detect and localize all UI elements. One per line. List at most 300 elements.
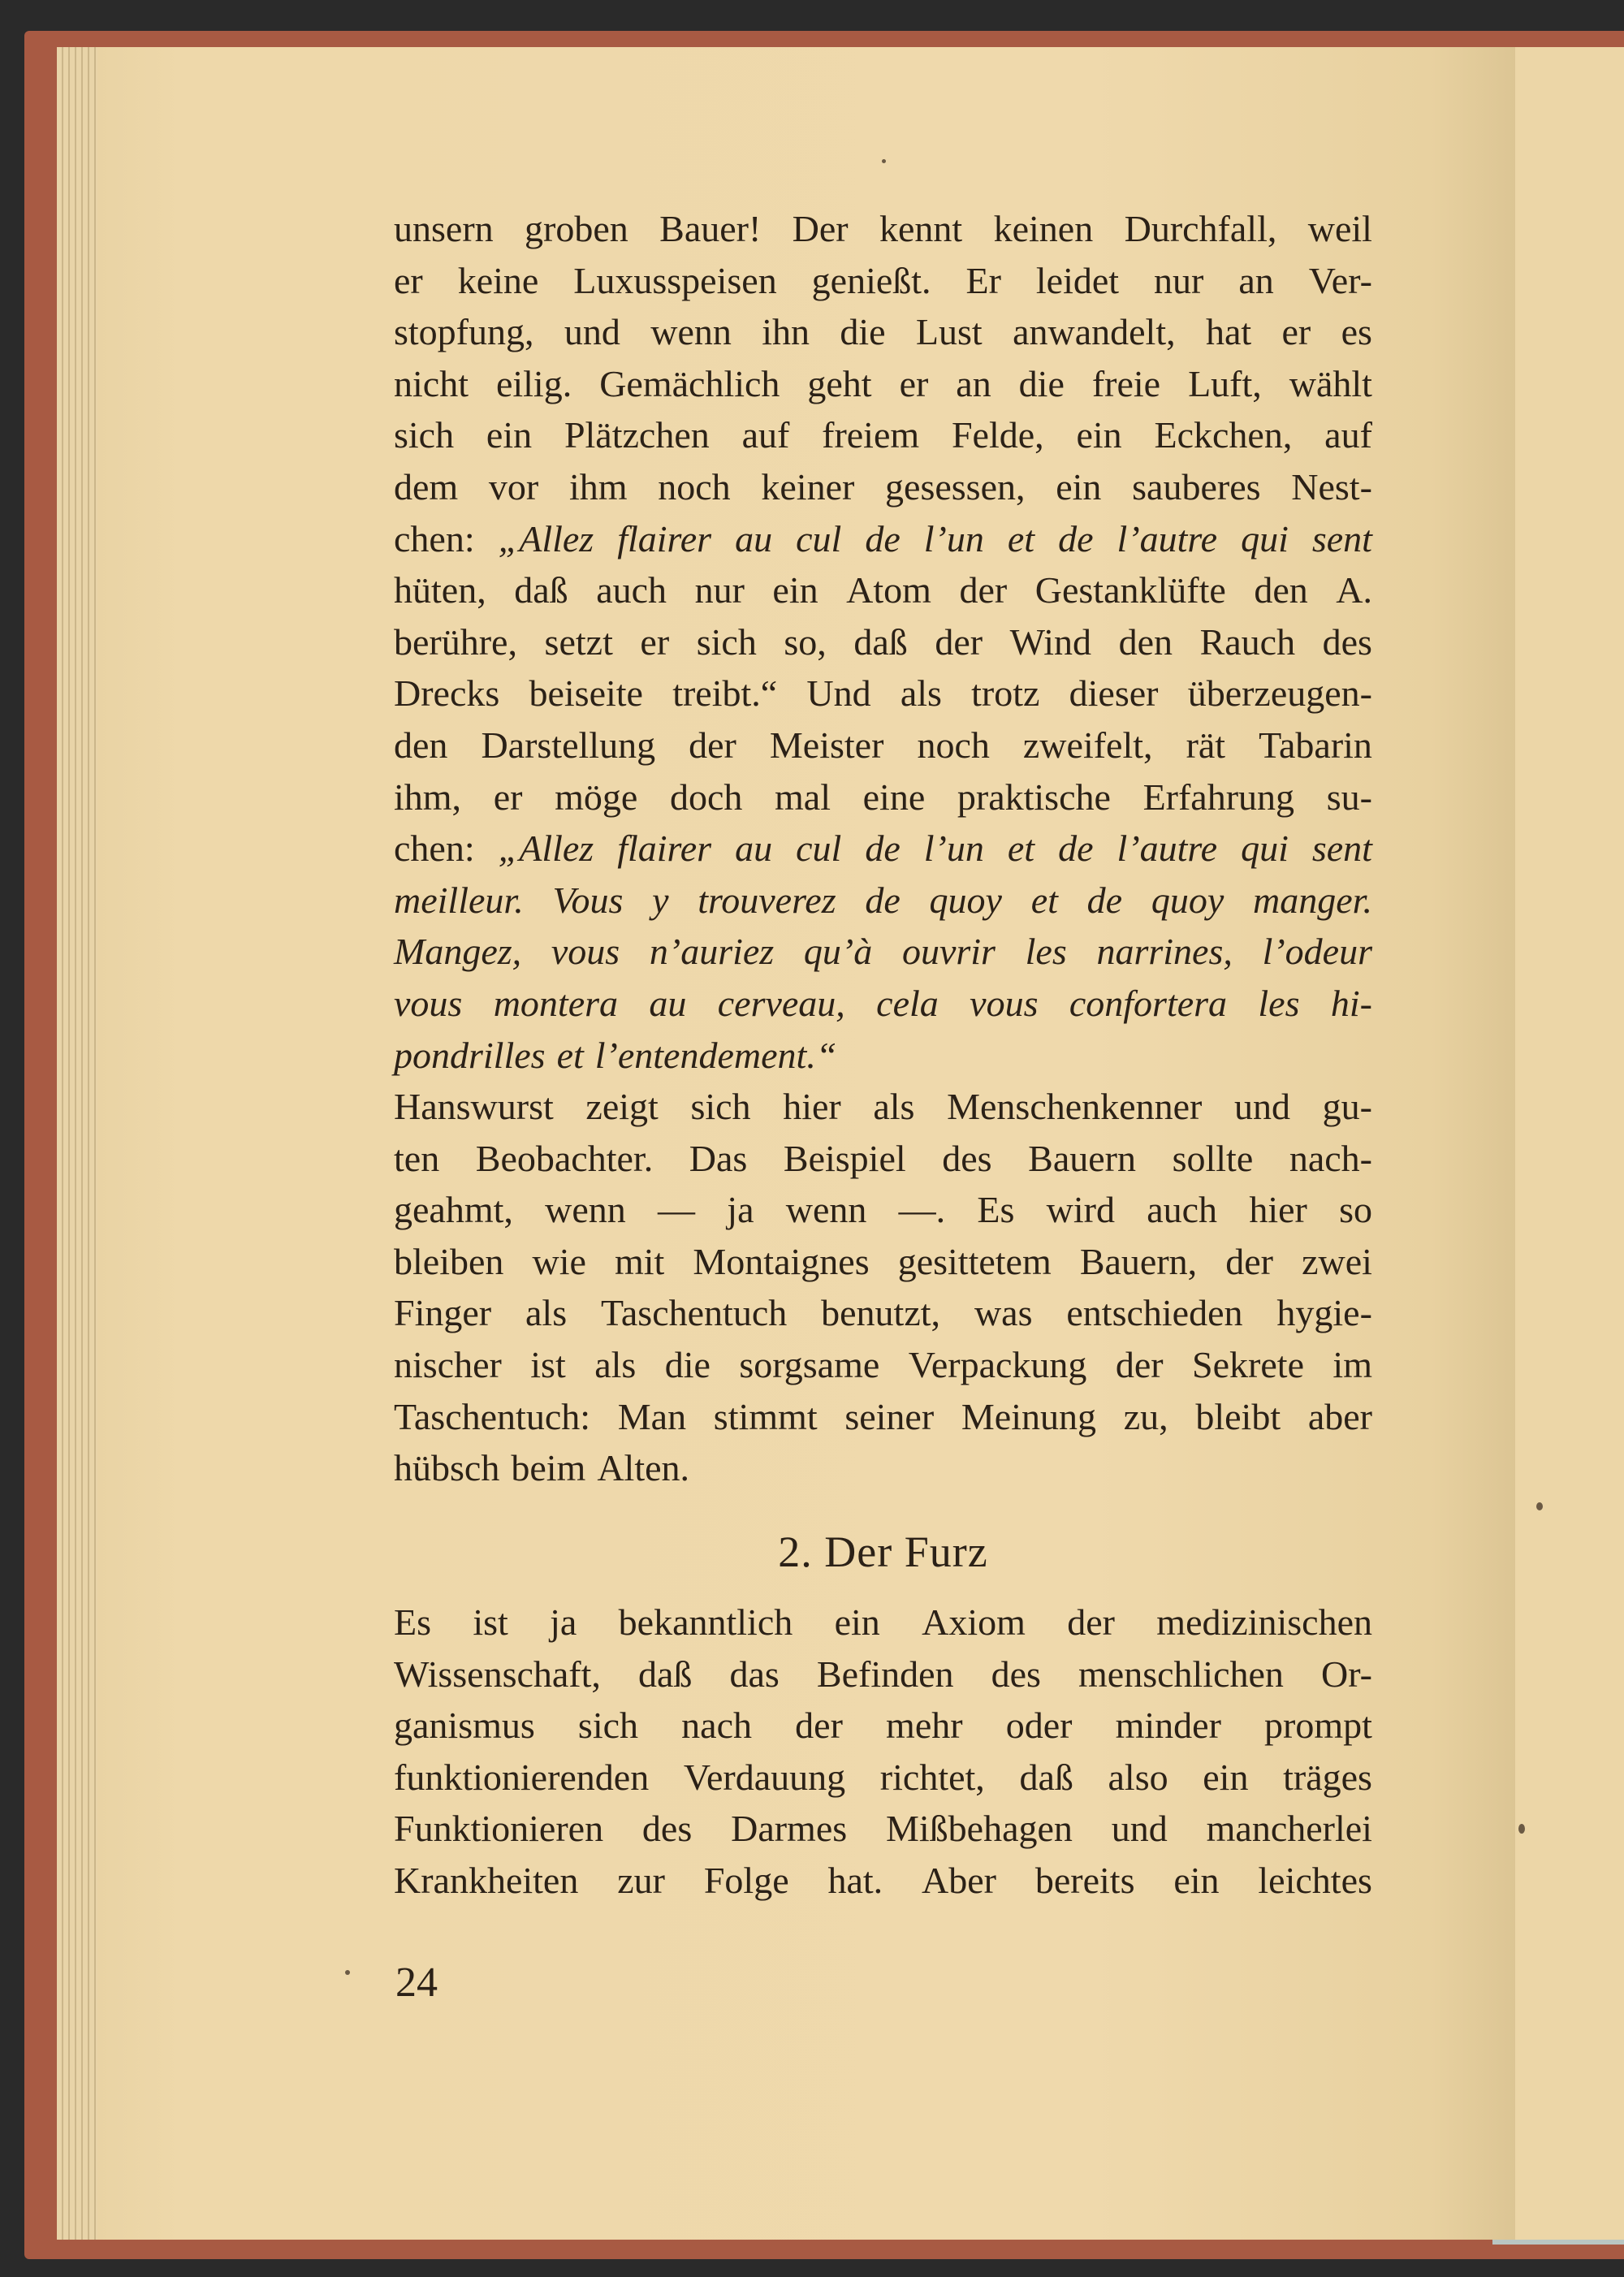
word: das — [729, 1653, 780, 1695]
word: stimmt — [713, 1395, 818, 1437]
word: mal — [775, 776, 831, 818]
word: so, — [784, 620, 827, 663]
word: Und — [806, 672, 871, 715]
word: l’un — [923, 517, 984, 560]
word: hüten, — [394, 569, 486, 611]
word: l’autre — [1116, 827, 1218, 870]
word: flairer — [617, 517, 712, 560]
body-text-upper — [394, 203, 1372, 1494]
word: zwei — [1302, 1240, 1372, 1282]
word: also — [1108, 1756, 1168, 1798]
word: der — [795, 1705, 843, 1747]
word: et — [1007, 517, 1035, 560]
text-line — [394, 358, 1372, 410]
word: Wissenschaft, — [394, 1653, 601, 1695]
text-line — [394, 1184, 1372, 1236]
word: die — [664, 1344, 710, 1386]
word: mit — [614, 1240, 665, 1282]
word: beiseite — [529, 672, 643, 715]
word: au — [649, 982, 687, 1024]
word: Lust — [915, 311, 983, 353]
word: Bauer! — [659, 208, 762, 249]
word: au — [735, 827, 773, 870]
word: Tabarin — [1259, 724, 1372, 766]
paper-speck — [1518, 1824, 1525, 1834]
word: der — [1067, 1601, 1115, 1643]
word: confortera — [1069, 982, 1228, 1024]
word: cela — [876, 982, 939, 1024]
text-line — [394, 1081, 1372, 1133]
text-line — [394, 668, 1372, 719]
word: anwandelt, — [1013, 311, 1176, 353]
word: Drecks — [394, 672, 500, 715]
word: meilleur. — [394, 879, 524, 921]
word: Beispiel — [783, 1137, 906, 1179]
word: Rauch — [1199, 620, 1296, 663]
word: y — [652, 879, 669, 921]
word: Der — [792, 208, 849, 249]
word: keinen — [993, 208, 1094, 249]
word: dem — [394, 465, 459, 508]
word: wenn — [785, 1189, 867, 1231]
word: groben — [525, 208, 628, 249]
word: Luxusspeisen — [573, 259, 777, 301]
text-line — [394, 513, 1372, 565]
word: Or- — [1321, 1653, 1372, 1695]
word: weil — [1307, 208, 1372, 249]
word: den — [1118, 620, 1173, 663]
word: des — [942, 1137, 992, 1179]
word: ihm, — [394, 776, 462, 818]
text-line — [394, 875, 1372, 927]
word: im — [1332, 1344, 1372, 1386]
word: zu, — [1123, 1395, 1168, 1437]
word: A. — [1336, 569, 1372, 611]
text-line — [394, 1391, 1372, 1443]
word: Bauern, — [1079, 1240, 1198, 1282]
word: vous — [551, 931, 620, 973]
word: er — [493, 776, 523, 818]
word: ten — [394, 1137, 440, 1179]
word: „Allez — [498, 517, 594, 560]
word: wird — [1046, 1189, 1115, 1231]
word: manger. — [1253, 879, 1372, 921]
word: ein — [486, 414, 533, 456]
word: nischer — [394, 1344, 502, 1386]
word: sorgsame — [739, 1344, 880, 1386]
word: auch — [596, 569, 667, 611]
word: Gemächlich — [599, 362, 780, 404]
word: freiem — [822, 414, 920, 456]
word: de — [1086, 879, 1123, 921]
word: qui — [1241, 517, 1289, 560]
body-text-lower — [394, 1596, 1372, 1907]
word: Beobachter. — [475, 1137, 654, 1179]
text-line — [394, 771, 1372, 823]
word: an — [1238, 259, 1274, 301]
word: ein — [1173, 1859, 1220, 1901]
word: unsern — [394, 208, 494, 249]
word: und — [1233, 1086, 1290, 1128]
word: l’odeur — [1262, 931, 1372, 973]
word: die — [1018, 362, 1065, 404]
word: rät — [1186, 724, 1226, 766]
word: cul — [796, 517, 842, 560]
paper-speck — [882, 159, 886, 163]
word: die — [840, 311, 886, 353]
word: ein — [1203, 1756, 1249, 1798]
text-line — [394, 203, 1372, 255]
word: gu- — [1322, 1086, 1372, 1128]
word: an — [956, 362, 991, 404]
word: Verpackung — [908, 1344, 1087, 1386]
word: trouverez — [698, 879, 836, 921]
word: ein — [1056, 465, 1102, 508]
word: dieser — [1069, 672, 1159, 715]
word: l’autre — [1116, 517, 1218, 560]
text-line — [394, 461, 1372, 513]
text-line — [394, 1030, 1372, 1082]
word: hat — [1205, 311, 1252, 353]
word: sich — [394, 414, 455, 456]
word: keiner — [761, 465, 855, 508]
word: gesittetem — [897, 1240, 1052, 1282]
word: des — [641, 1808, 693, 1850]
word: richtet, — [879, 1756, 985, 1798]
text-line — [394, 926, 1372, 978]
word: n’auriez — [649, 931, 775, 973]
word: ein — [834, 1601, 880, 1643]
word: und — [564, 311, 620, 353]
word: Vous — [552, 879, 624, 921]
word: Luft, — [1188, 362, 1262, 404]
word: was — [974, 1292, 1033, 1334]
word: vor — [488, 465, 539, 508]
word: vous — [970, 982, 1039, 1024]
word: qui — [1241, 827, 1289, 870]
word: sich — [577, 1705, 639, 1747]
word: benutzt, — [821, 1292, 941, 1334]
word: er — [394, 259, 423, 301]
word: nicht — [394, 362, 469, 404]
word: les — [1258, 982, 1300, 1024]
word: geht — [807, 362, 872, 404]
word: trotz — [971, 672, 1040, 715]
word: noch — [917, 724, 990, 766]
text-line — [394, 1855, 1372, 1907]
word: Funktionieren — [394, 1808, 604, 1850]
text-line — [394, 1133, 1372, 1185]
word: de — [865, 879, 901, 921]
page-number: 24 — [395, 1959, 438, 2006]
word: als — [900, 672, 942, 715]
word: Folge — [703, 1859, 789, 1901]
word: möge — [555, 776, 638, 818]
word: pondrilles — [394, 1034, 546, 1076]
word: Mangez, — [394, 931, 522, 973]
word: Meister — [769, 724, 884, 766]
word: sent — [1311, 827, 1372, 870]
section-heading: 2. Der Furz — [778, 1527, 988, 1576]
word: geahmt, — [394, 1189, 513, 1231]
word: gesessen, — [885, 465, 1026, 508]
word: bleiben — [394, 1240, 504, 1282]
word: hier — [783, 1086, 841, 1128]
word: leidet — [1035, 259, 1120, 301]
word: so — [1339, 1189, 1372, 1231]
word: Wind — [1009, 620, 1092, 663]
text-line — [394, 409, 1372, 461]
word: Menschenkenner — [947, 1086, 1203, 1128]
word: den — [394, 724, 448, 766]
word: auf — [1324, 414, 1372, 456]
word: prompt — [1264, 1705, 1372, 1747]
word: es — [1341, 311, 1372, 353]
word: aber — [1307, 1395, 1372, 1437]
text-line — [394, 1700, 1372, 1752]
word: der — [935, 620, 983, 663]
word: zweifelt, — [1022, 724, 1153, 766]
word: au — [735, 517, 773, 560]
word: quoy — [1151, 879, 1224, 921]
word: — — [658, 1189, 696, 1231]
word: sauberes — [1132, 465, 1261, 508]
word: der — [1225, 1240, 1273, 1282]
word: genießt. — [811, 259, 931, 301]
word: leichtes — [1258, 1859, 1372, 1901]
word: Axiom — [922, 1601, 1026, 1643]
word: bekanntlich — [618, 1601, 793, 1643]
word: su- — [1326, 776, 1372, 818]
word: hübsch — [394, 1447, 500, 1489]
word: Alten. — [597, 1447, 690, 1489]
word: Man — [617, 1395, 687, 1437]
word: chen: — [394, 827, 475, 870]
word: hier — [1249, 1189, 1307, 1231]
word: ein — [1076, 414, 1122, 456]
word: cerveau, — [717, 982, 845, 1024]
word: Darmes — [731, 1808, 848, 1850]
word: de — [1058, 517, 1094, 560]
word: der — [689, 724, 736, 766]
word: nach- — [1289, 1137, 1372, 1179]
word: cul — [796, 827, 842, 870]
word: beim — [511, 1447, 586, 1489]
word: stopfung, — [394, 311, 534, 353]
word: der — [1115, 1344, 1164, 1386]
text-line — [394, 1596, 1372, 1648]
word: eine — [862, 776, 926, 818]
word: de — [865, 517, 901, 560]
word: nach — [681, 1705, 753, 1747]
word: ja — [727, 1189, 754, 1231]
word: qu’à — [803, 931, 873, 973]
word: Mißbehagen — [886, 1808, 1073, 1850]
word: et — [1030, 879, 1058, 921]
word: ganismus — [394, 1705, 535, 1747]
word: sollte — [1172, 1137, 1254, 1179]
word: Meinung — [961, 1395, 1096, 1437]
text-line — [394, 616, 1372, 668]
word: er — [1281, 311, 1311, 353]
word: quoy — [929, 879, 1002, 921]
word: daß — [1019, 1756, 1073, 1798]
word: de — [865, 827, 901, 870]
word: wählt — [1289, 362, 1372, 404]
word: les — [1025, 931, 1067, 973]
text-line — [394, 1803, 1372, 1855]
word: Aber — [922, 1859, 996, 1901]
word: zeigt — [585, 1086, 659, 1128]
word: nur — [1154, 259, 1204, 301]
word: Atom — [846, 569, 931, 611]
word: auf — [741, 414, 790, 456]
word: ouvrir — [901, 931, 996, 973]
word: den — [1254, 569, 1308, 611]
word: Es — [394, 1601, 431, 1643]
word: et — [1007, 827, 1035, 870]
word: et — [556, 1034, 584, 1076]
word: auch — [1147, 1189, 1218, 1231]
word: mehr — [886, 1705, 963, 1747]
word: eilig. — [495, 362, 572, 404]
text-line — [394, 564, 1372, 616]
word: Finger — [394, 1292, 492, 1334]
word: hygie- — [1276, 1292, 1372, 1334]
word: —. — [898, 1189, 946, 1231]
word: montera — [493, 982, 619, 1024]
word: noch — [658, 465, 731, 508]
word: ihm — [568, 465, 628, 508]
word: als — [525, 1292, 568, 1334]
facing-page — [1510, 47, 1624, 2240]
word: chen: — [394, 517, 475, 560]
text-line — [394, 1752, 1372, 1804]
word: berühre, — [394, 620, 517, 663]
text-line — [394, 1648, 1372, 1700]
word: er — [640, 620, 670, 663]
word: Taschentuch: — [394, 1395, 591, 1437]
word: Es — [977, 1189, 1015, 1231]
word: wie — [532, 1240, 586, 1282]
word: sich — [690, 1086, 751, 1128]
word: nur — [694, 569, 745, 611]
text-line — [394, 1339, 1372, 1391]
word: praktische — [957, 776, 1111, 818]
word: als — [873, 1086, 915, 1128]
word: bereits — [1034, 1859, 1135, 1901]
word: Das — [689, 1137, 748, 1179]
word: wenn — [545, 1189, 626, 1231]
word: Montaignes — [693, 1240, 870, 1282]
text-line — [394, 1236, 1372, 1288]
word: menschlichen — [1078, 1653, 1284, 1695]
word: hat. — [827, 1859, 883, 1901]
word: ja — [550, 1601, 577, 1643]
word: Gestanklüfte — [1034, 569, 1226, 611]
word: zur — [617, 1859, 665, 1901]
word: Er — [965, 259, 1001, 301]
word: treibt.“ — [672, 672, 778, 715]
word: kennt — [879, 208, 963, 249]
word: Darstellung — [481, 724, 656, 766]
word: Sekrete — [1192, 1344, 1304, 1386]
text-line — [394, 1442, 1372, 1494]
word: wenn — [650, 311, 732, 353]
text-line — [394, 1287, 1372, 1339]
word: als — [594, 1344, 637, 1386]
word: er — [899, 362, 929, 404]
word: sich — [696, 620, 757, 663]
text-line — [394, 719, 1372, 771]
word: mancherlei — [1206, 1808, 1372, 1850]
word: Hanswurst — [394, 1086, 554, 1128]
word: ist — [530, 1344, 566, 1386]
word: flairer — [617, 827, 712, 870]
word: freie — [1091, 362, 1161, 404]
word: des — [1322, 620, 1372, 663]
word: Krankheiten — [394, 1859, 579, 1901]
word: sent — [1311, 517, 1372, 560]
word: medizinischen — [1156, 1601, 1372, 1643]
word: seiner — [844, 1395, 935, 1437]
word: Ver- — [1308, 259, 1372, 301]
word: „Allez — [498, 827, 594, 870]
word: Bauern — [1028, 1137, 1136, 1179]
word: daß — [853, 620, 908, 663]
word: hi- — [1330, 982, 1372, 1024]
text-line — [394, 823, 1372, 875]
word: ihn — [762, 311, 810, 353]
word: überzeugen- — [1187, 672, 1372, 715]
word: bleibt — [1195, 1395, 1281, 1437]
word: narrines, — [1096, 931, 1233, 973]
word: Verdauung — [683, 1756, 846, 1798]
word: ein — [772, 569, 818, 611]
word: Nest- — [1291, 465, 1372, 508]
word: träges — [1283, 1756, 1372, 1798]
word: daß — [638, 1653, 693, 1695]
word: Taschentuch — [601, 1292, 788, 1334]
word: Befinden — [816, 1653, 954, 1695]
word: funktionierenden — [394, 1756, 650, 1798]
word: ist — [473, 1601, 508, 1643]
text-line — [394, 255, 1372, 307]
paper-speck — [345, 1970, 350, 1975]
word: daß — [514, 569, 568, 611]
word: setzt — [544, 620, 613, 663]
word: und — [1111, 1808, 1168, 1850]
word: Felde, — [951, 414, 1044, 456]
word: Eckchen, — [1154, 414, 1293, 456]
word: minder — [1115, 1705, 1221, 1747]
word: der — [959, 569, 1008, 611]
word: Durchfall, — [1124, 208, 1277, 249]
word: entschieden — [1066, 1292, 1243, 1334]
text-line — [394, 978, 1372, 1030]
word: doch — [669, 776, 743, 818]
text-line — [394, 306, 1372, 358]
word: l’un — [923, 827, 984, 870]
word: keine — [457, 259, 539, 301]
word: Erfahrung — [1142, 776, 1295, 818]
word: oder — [1005, 1705, 1073, 1747]
word: Plätzchen — [564, 414, 710, 456]
word: de — [1058, 827, 1094, 870]
paper-speck — [1536, 1502, 1543, 1510]
word: des — [991, 1653, 1041, 1695]
word: l’entendement.“ — [594, 1034, 837, 1076]
